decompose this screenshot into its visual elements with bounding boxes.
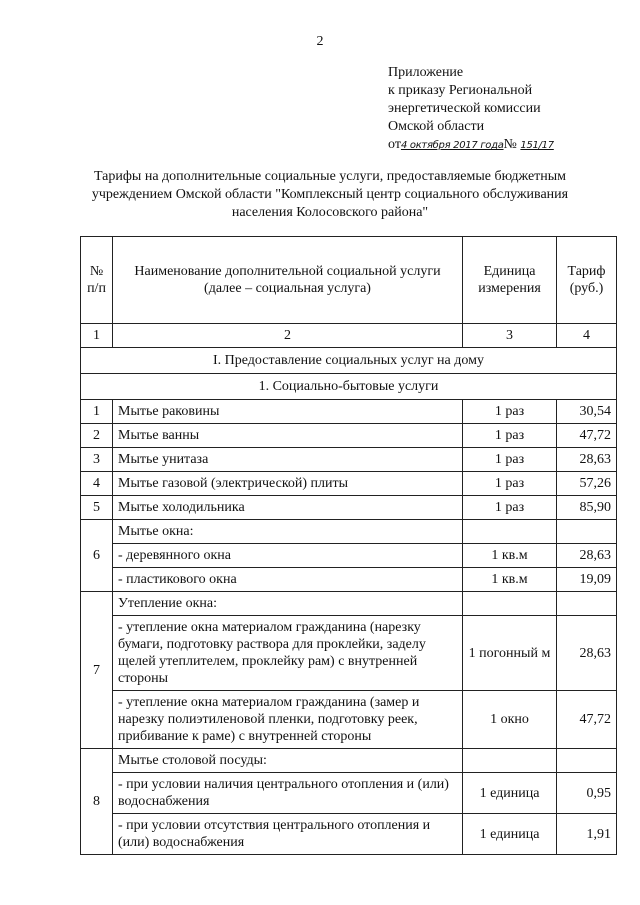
service-name: - утепление окна материалом гражданина (замер и нарезку полиэтиленовой пленки, подготовку реек, прибивание к раме) с внутренней стороны [113, 691, 463, 749]
row-number: 7 [81, 592, 113, 749]
row-number: 6 [81, 520, 113, 592]
service-name: - утепление окна материалом гражданина (нарезку бумаги, подготовку раствора для проклейки, заделу щелей утеплителем, проклейку рам) с внутренней стороны [113, 616, 463, 691]
service-tariff: 28,63 [557, 616, 617, 691]
header-name: Наименование дополнительной социальной услуги (далее – социальная услуга) [113, 237, 463, 324]
appendix-line: энергетической комиссии [388, 101, 541, 116]
service-name: - пластикового окна [113, 568, 463, 592]
service-unit: 1 погонный м [463, 616, 557, 691]
service-unit: 1 раз [463, 472, 557, 496]
row-number: 8 [81, 749, 113, 855]
table-row [81, 814, 617, 855]
service-unit: 1 раз [463, 400, 557, 424]
empty-cell [463, 749, 557, 773]
order-reference [388, 136, 554, 155]
order-prefix: от [388, 137, 401, 152]
group-title-row [81, 749, 617, 773]
group-title-row [81, 520, 617, 544]
table-row [81, 448, 617, 472]
empty-cell [463, 520, 557, 544]
service-name: Мытье газовой (электрической) плиты [113, 472, 463, 496]
service-name: Мытье холодильника [113, 496, 463, 520]
row-number: 1 [81, 400, 113, 424]
column-number-row [81, 324, 617, 348]
service-name: - деревянного окна [113, 544, 463, 568]
service-tariff: 19,09 [557, 568, 617, 592]
service-name: Мытье ванны [113, 424, 463, 448]
empty-cell [463, 592, 557, 616]
service-tariff: 47,72 [557, 424, 617, 448]
service-unit: 1 кв.м [463, 544, 557, 568]
col-number: 1 [81, 324, 113, 348]
section-row [81, 348, 617, 374]
service-tariff: 30,54 [557, 400, 617, 424]
row-number: 5 [81, 496, 113, 520]
appendix-line: Приложение [388, 65, 464, 80]
service-tariff: 1,91 [557, 814, 617, 855]
service-unit: 1 единица [463, 773, 557, 814]
subsection-row [81, 374, 617, 400]
row-number: 3 [81, 448, 113, 472]
appendix-line: Омской области [388, 119, 485, 134]
header-unit: Единица измерения [463, 237, 557, 324]
empty-cell [557, 749, 617, 773]
row-number: 4 [81, 472, 113, 496]
service-tariff: 57,26 [557, 472, 617, 496]
group-title: Мытье окна: [113, 520, 463, 544]
table-row [81, 616, 617, 691]
empty-cell [557, 520, 617, 544]
order-number: 151/17 [520, 140, 554, 151]
table-row [81, 400, 617, 424]
service-name: Мытье унитаза [113, 448, 463, 472]
service-tariff: 85,90 [557, 496, 617, 520]
service-unit: 1 единица [463, 814, 557, 855]
col-number: 4 [557, 324, 617, 348]
service-unit: 1 раз [463, 448, 557, 472]
header-tariff: Тариф (руб.) [557, 237, 617, 324]
service-tariff: 47,72 [557, 691, 617, 749]
service-unit: 1 кв.м [463, 568, 557, 592]
col-number: 3 [463, 324, 557, 348]
service-tariff: 28,63 [557, 448, 617, 472]
document-title: Тарифы на дополнительные социальные услуги, предоставляемые бюджетным учреждением Омской области "Комплексный центр социального обслуживания населения Колосовского района" [91, 169, 569, 220]
service-unit: 1 раз [463, 496, 557, 520]
service-tariff: 0,95 [557, 773, 617, 814]
tariff-table [80, 236, 617, 855]
group-title: Утепление окна: [113, 592, 463, 616]
order-date: 4 октября 2017 года [400, 140, 504, 151]
service-name: - при условии наличия центрального отопления и (или) водоснабжения [113, 773, 463, 814]
row-number: 2 [81, 424, 113, 448]
table-row [81, 472, 617, 496]
table-row [81, 496, 617, 520]
service-unit: 1 раз [463, 424, 557, 448]
service-name: - при условии отсутствия центрального отопления и (или) водоснабжения [113, 814, 463, 855]
service-name: Мытье раковины [113, 400, 463, 424]
table-row [81, 568, 617, 592]
table-row [81, 544, 617, 568]
service-unit: 1 окно [463, 691, 557, 749]
page-number: 2 [316, 34, 324, 49]
group-title: Мытье столовой посуды: [113, 749, 463, 773]
order-number-label: № [503, 137, 517, 152]
appendix-line: к приказу Региональной [388, 83, 533, 98]
section-title: I. Предоставление социальных услуг на дому [81, 348, 617, 374]
header-num: № п/п [81, 237, 113, 324]
table-row [81, 424, 617, 448]
col-number: 2 [113, 324, 463, 348]
service-tariff: 28,63 [557, 544, 617, 568]
table-row [81, 691, 617, 749]
group-title-row [81, 592, 617, 616]
table-row [81, 773, 617, 814]
table-header-row [81, 237, 617, 324]
subsection-title: 1. Социально-бытовые услуги [81, 374, 617, 400]
appendix-block [388, 64, 554, 155]
empty-cell [557, 592, 617, 616]
